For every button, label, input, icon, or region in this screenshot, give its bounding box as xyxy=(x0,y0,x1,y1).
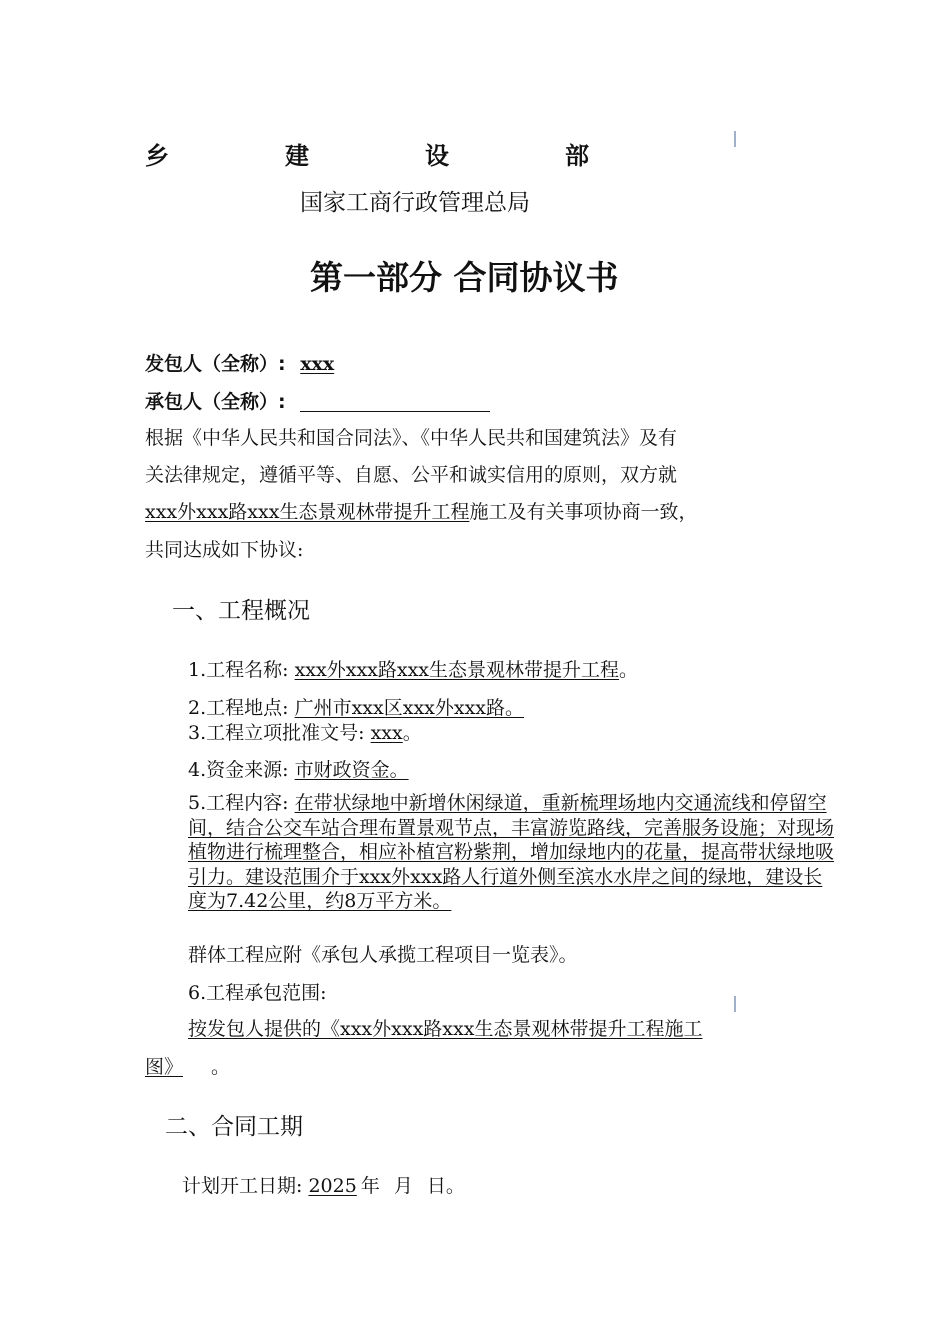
text-cursor-mark xyxy=(734,131,736,147)
header-char-3: 设 xyxy=(425,142,449,170)
day-blank[interactable] xyxy=(413,1175,427,1197)
item-5 xyxy=(145,791,835,914)
item-5-label: 5.工程内容: xyxy=(188,792,289,814)
employer-value: xxx xyxy=(300,353,335,375)
project-name-underlined: xxx外xxx路xxx生态景观林带提升工程 xyxy=(145,501,470,523)
start-year: 2025 xyxy=(308,1175,357,1197)
item-4-value: 市财政资金。 xyxy=(294,759,409,781)
item-3-end: 。 xyxy=(402,722,422,744)
planned-start-date xyxy=(182,1171,465,1198)
item-3-label: 3.工程立项批准文号: xyxy=(188,722,365,744)
item-2-value: 广州市xxx区xxx外xxx路。 xyxy=(294,697,525,719)
item-3 xyxy=(188,718,422,745)
item-1 xyxy=(188,655,638,682)
item-1-label: 1.工程名称: xyxy=(188,659,289,681)
intro-line-3 xyxy=(145,497,697,524)
item-2-label: 2.工程地点: xyxy=(188,697,289,719)
employer-label: 发包人（全称）: xyxy=(145,353,286,375)
intro-line-3-rest: 施工及有关事项协商一致， xyxy=(469,501,698,523)
month-char: 月 xyxy=(393,1175,413,1197)
employer-line xyxy=(145,349,334,376)
contractor-line xyxy=(145,387,490,414)
day-char: 日。 xyxy=(426,1175,465,1197)
text-cursor-mark-2 xyxy=(734,996,736,1012)
intro-line-4: 共同达成如下协议: xyxy=(145,539,304,561)
item-6-end: 。 xyxy=(211,1056,231,1078)
item-1-end: 。 xyxy=(619,659,639,681)
item-4 xyxy=(188,755,409,782)
section-2-heading: 二、合同工期 xyxy=(165,1114,303,1140)
header-char-2: 建 xyxy=(285,142,309,170)
item-6-line-1: 按发包人提供的《xxx外xxx路xxx生态景观林带提升工程施工 xyxy=(188,1018,703,1040)
month-blank[interactable] xyxy=(380,1175,394,1197)
item-5-value: 在带状绿地中新增休闲绿道，重新梳理场地内交通流线和停留空间，结合公交车站合理布置景观节点，丰富游览路线，完善服务设施；对现场植物进行梳理整合，相应补植宫粉紫荆，增加绿地内的花量，提高带状绿地吸引力。建设范围介于xxx外xxx路人行道外侧至滨水水岸之间的绿地，建设长度为7.42公里，约8万平方米。 xyxy=(188,792,835,912)
year-char: 年 xyxy=(360,1175,380,1197)
item-3-value: xxx xyxy=(370,722,403,744)
start-date-label: 计划开工日期: xyxy=(182,1175,303,1197)
intro-line-1: 根据《中华人民共和国合同法》、《中华人民共和国建筑法》及有 xyxy=(145,427,678,449)
contractor-label: 承包人（全称）: xyxy=(145,391,286,413)
section-1-heading: 一、工程概况 xyxy=(172,598,310,624)
item-4-label: 4.资金来源: xyxy=(188,759,289,781)
header-char-1: 乡 xyxy=(145,142,169,170)
item-6-label: 6.工程承包范围: xyxy=(188,982,327,1004)
item-6-line-2-text: 图》 xyxy=(145,1056,184,1078)
contractor-blank[interactable] xyxy=(300,393,490,412)
header-char-4: 部 xyxy=(565,142,589,170)
document-subtitle: 国家工商行政管理总局 xyxy=(300,190,530,216)
item-6-blank xyxy=(183,1056,211,1078)
item-6-line-2 xyxy=(145,1052,230,1079)
intro-line-2: 关法律规定，遵循平等、自愿、公平和诚实信用的原则，双方就 xyxy=(145,464,678,486)
item-1-value: xxx外xxx路xxx生态景观林带提升工程 xyxy=(294,659,620,681)
document-title: 第一部分 合同协议书 xyxy=(310,258,619,297)
group-note: 群体工程应附《承包人承揽工程项目一览表》。 xyxy=(188,944,578,966)
item-2 xyxy=(188,693,524,720)
